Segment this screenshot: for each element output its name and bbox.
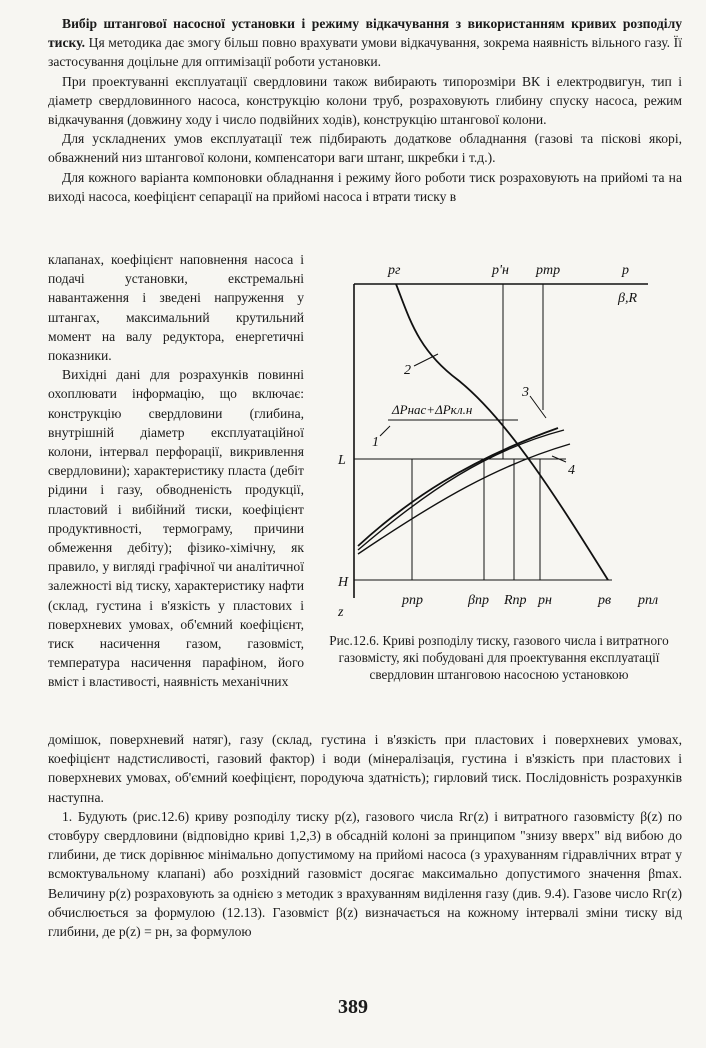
curve-4 bbox=[358, 444, 570, 554]
label-L: L bbox=[338, 453, 346, 468]
paragraph-5: Вихідні дані для розрахунків повинні охоплювати інформацію, що включає: конструкцію свердловини (глибина, внутрішній діаметр експлуатаційної колони, інтервал перфорації, викривлення свердловини); характеристику пласта (дебіт рідини і газу, обводненість продукції, пластовий і вибійний тиски, коефіцієнт продуктивності, термограму, причини обмеження дебіту); фізико-хімічну, як правило, у вигляді графічної чи аналітичної залежності від тиску, характеристику нафти (склад, густина і в'язкість у пластових і поверхневих умовах, об'ємний коефіцієнт, тиск насичення газом, газовміст, температура насичення парафіном, його вміст і властивості, наявність механічних bbox=[48, 367, 304, 690]
label-pv: pв bbox=[598, 593, 612, 608]
label-p: p bbox=[622, 263, 629, 278]
curve-label-3: 3 bbox=[522, 385, 529, 400]
figure-caption: Рис.12.6. Криві розподілу тиску, газового числа і витратного газовмісту, які побудовані для проектування експлуатації свердловин штанговою насосною установкою bbox=[329, 633, 669, 682]
paragraph-2: При проектуванні експлуатації свердловини також вибирають типорозміри ВК і електродвигун, тип і діаметр свердловинного насоса, конструкцію колони труб, розраховують глибину спуску насоса, режим відкачування (довжину ходу і число подвійних ходів), конструкцію штангової колони. bbox=[48, 73, 682, 128]
label-1-leader bbox=[380, 426, 390, 436]
curve-label-1: 1 bbox=[372, 435, 379, 450]
top-text-block bbox=[48, 14, 682, 206]
paragraph-1-text: Ця методика дає змогу більш повно врахувати умови відкачування, зокрема наявність вільного газу. Її застосування доцільне для оптимізації роботи установки. bbox=[48, 35, 682, 70]
label-3-leader bbox=[530, 396, 546, 418]
curve-1 bbox=[358, 428, 558, 546]
section-heading-cont: розподілу тиску. bbox=[48, 16, 682, 51]
paragraph-4-cont: клапанах, коефіцієнт наповнення насоса і подачі установки, екстремальні навантаження і зведені напруження у штангах, максимальний крутильний момент на валу редуктора, енергетичні показники. bbox=[48, 252, 304, 364]
label-bpr: βпр bbox=[468, 593, 489, 608]
paragraph-5-cont: домішок, поверхневий натяг), газу (склад, густина і в'язкість при пластових і поверхневих умовах, коефіцієнт надстисливості, газовий фактор) і води (мінералізація, густина і в'язкість при пластових і поверхневих умовах, об'ємний коефіцієнт, породуюча здатність); гирловий тиск. Послідовність розрахунків наступна. bbox=[48, 732, 682, 805]
paragraph-6: 1. Будують (рис.12.6) криву розподілу тиску p(z), газового числа Rг(z) і витратного газовмісту β(z) по стовбуру свердловини (відповідно криві 1,2,3) в обсадній колоні за принципом "знизу вверх" від вибою до глибини, де тиск дорівнює мінімально допустимому на прийомі насоса (з урахуванням гідравлічних втрат у всмоктувальному клапані) або розхідний газовміст досягає максимально допустимого значення βmax. Величину p(z) розраховують за однією з методик з врахуванням виділення газу (див. 9.4). Газове число Rг(z) обчислюється за формулою (12.13). Газовміст β(z) визначається на кожному інтервалі зміни тиску від глибини, де p(z) = pн, за формулою bbox=[48, 808, 682, 940]
page-number: 389 bbox=[338, 996, 368, 1018]
paragraph-4: Для кожного варіанта компоновки обладнання і режиму його роботи тиск розраховують на прийомі та на виході насоса, коефіцієнт сепарації на прийомі насоса і втрати тиску в bbox=[48, 169, 682, 204]
label-ptr: pтр bbox=[536, 263, 561, 278]
label-rpr: Rпр bbox=[504, 593, 527, 608]
paragraph-3: Для ускладнених умов експлуатації теж підбирають додаткове обладнання (газові та піскові якорі, обважнений низ штангової колони, компенсатори ваги штанг, шкребки і т.д.). bbox=[48, 131, 682, 166]
curve-2 bbox=[396, 284, 608, 580]
pressure-distribution-diagram bbox=[318, 250, 688, 630]
label-pg: pг bbox=[388, 263, 401, 278]
left-column-text bbox=[48, 250, 304, 692]
bottom-text-block bbox=[48, 730, 682, 941]
curve-label-2: 2 bbox=[404, 363, 411, 378]
label-ppl: pпл bbox=[638, 593, 659, 608]
curve-label-4: 4 bbox=[568, 463, 575, 478]
paragraph-1 bbox=[48, 14, 682, 72]
label-pn-prime: p'н bbox=[492, 263, 509, 278]
label-ppr: pпр bbox=[402, 593, 423, 608]
delta-label: ΔPнас+ΔPкл.н bbox=[392, 402, 473, 417]
section-heading: Вибір штангової насосної установки і режиму відкачування з використанням кривих bbox=[62, 16, 617, 31]
label-beta-r: β,R bbox=[618, 291, 638, 306]
label-2-leader bbox=[414, 354, 438, 366]
label-z: z bbox=[338, 605, 344, 620]
label-H: H bbox=[338, 575, 349, 590]
label-pn: pн bbox=[538, 593, 552, 608]
